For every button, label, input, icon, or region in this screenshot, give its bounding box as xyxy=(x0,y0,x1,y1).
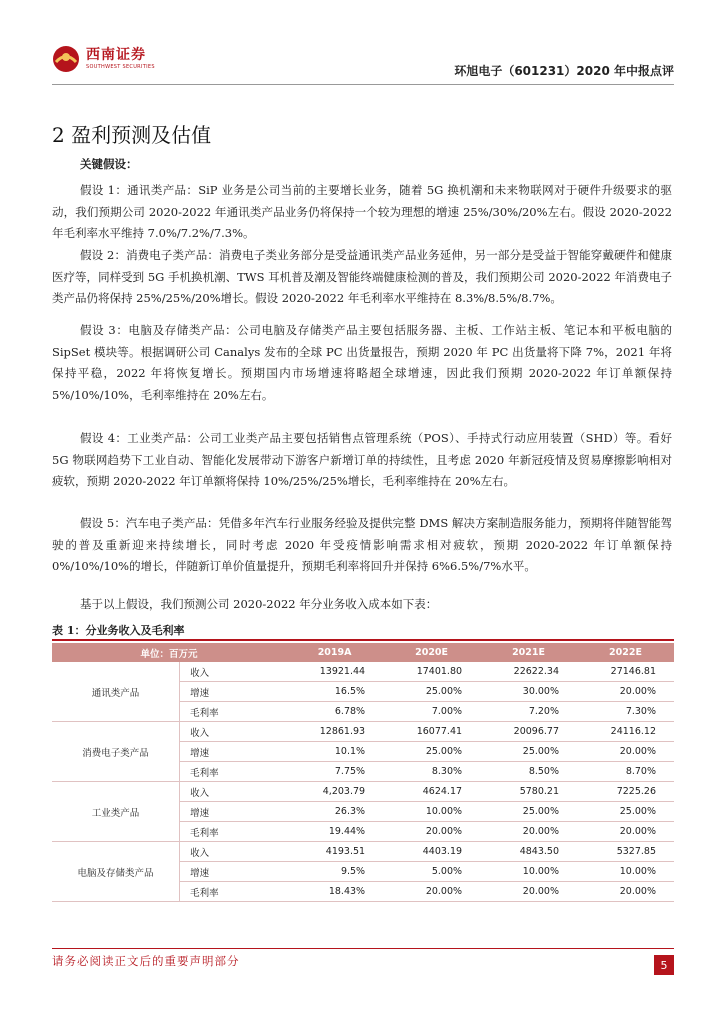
table-cell: 19.44% xyxy=(286,822,383,842)
table-cell: 17401.80 xyxy=(383,662,480,682)
metric-label: 收入 xyxy=(180,662,287,682)
year-header: 2019A xyxy=(286,643,383,662)
table-cell: 20096.77 xyxy=(480,722,577,742)
table-cell: 8.30% xyxy=(383,762,480,782)
table-cell: 7.00% xyxy=(383,702,480,722)
header-divider xyxy=(52,84,674,85)
table-cell: 24116.12 xyxy=(577,722,674,742)
metric-label: 收入 xyxy=(180,842,287,862)
table-cell: 7.20% xyxy=(480,702,577,722)
segment-name: 工业类产品 xyxy=(52,782,180,842)
table-caption: 表 1：分业务收入及毛利率 xyxy=(52,624,185,637)
table-cell: 16.5% xyxy=(286,682,383,702)
table-cell: 12861.93 xyxy=(286,722,383,742)
assumption-5-paragraph: 假设 5：汽车电子类产品：凭借多年汽车行业服务经验及提供完整 DMS 解决方案制造服务能力，预期将伴随智能驾驶的普及重新迎来持续增长，同时考虑 2020 年受疫情影响需求相对疲软，预期 2020-2022 年订单额保持 0%/10%/10%的增长，伴随新订单价值量提升，预期毛利率将回升并保持 6%6.5%/7%水平。 xyxy=(52,516,672,573)
table-row xyxy=(52,842,674,862)
disclaimer-notice: 请务必阅读正文后的重要声明部分 xyxy=(52,954,240,968)
table-cell: 10.1% xyxy=(286,742,383,762)
year-header: 2022E xyxy=(577,643,674,662)
table-cell: 10.00% xyxy=(577,862,674,882)
assumption-3-paragraph: 假设 3：电脑及存储类产品：公司电脑及存储类产品主要包括服务器、主板、工作站主板、笔记本和平板电脑的 SipSet 模块等。根据调研公司 Canalys 发布的全球 PC 出货量报告，预期 2020 年 PC 出货量将下降 7%，2021 年将保持平稳，2022 年将恢复增长。预期国内市场增速将略超全球增速，因此我们预期 2020-2022 年订单额保持 5%/10%/10%，毛利率维持在 20%左右。 xyxy=(52,323,672,402)
table-cell: 7.75% xyxy=(286,762,383,782)
assumption-4-paragraph: 假设 4：工业类产品：公司工业类产品主要包括销售点管理系统（POS）、手持式行动应用装置（SHD）等。看好 5G 物联网趋势下工业自动、智能化发展带动下游客户新增订单的持续性，且考虑 2020 年新冠疫情及贸易摩擦影响相对疲软，预期 2020-2022 年订单额将保持 10%/25%/25%增长，毛利率维持在 20%左右。 xyxy=(52,431,672,488)
table-cell: 25.00% xyxy=(383,682,480,702)
table-cell: 4843.50 xyxy=(480,842,577,862)
table-cell: 25.00% xyxy=(577,802,674,822)
table-cell: 18.43% xyxy=(286,882,383,902)
key-assumptions-heading: 关键假设： xyxy=(80,157,138,171)
table-cell: 20.00% xyxy=(577,742,674,762)
metric-label: 增速 xyxy=(180,862,287,882)
table-cell: 5.00% xyxy=(383,862,480,882)
table-cell: 5327.85 xyxy=(577,842,674,862)
section-title: 2 盈利预测及估值 xyxy=(52,123,212,147)
segment-name: 消费电子类产品 xyxy=(52,722,180,782)
year-header: 2021E xyxy=(480,643,577,662)
metric-label: 增速 xyxy=(180,742,287,762)
table-cell: 13921.44 xyxy=(286,662,383,682)
logo-english-name: SOUTHWEST SECURITIES xyxy=(86,64,155,70)
table-cell: 20.00% xyxy=(577,682,674,702)
table-cell: 10.00% xyxy=(383,802,480,822)
table-cell: 4193.51 xyxy=(286,842,383,862)
table-cell: 16077.41 xyxy=(383,722,480,742)
table-cell: 8.70% xyxy=(577,762,674,782)
assumption-2-paragraph: 假设 2：消费电子类产品：消费电子类业务部分是受益通讯类产品业务延伸，另一部分是受益于智能穿戴硬件和健康医疗等，同样受到 5G 手机换机潮、TWS 耳机普及潮及智能终端健康检测的普及，我们预期公司 2020-2022 年消费电子类产品仍将保持 25%/25%/20%增长。假设 2020-2022 年毛利率水平维持在 8.3%/8.5%/8.7%。 xyxy=(52,248,672,305)
report-title: 环旭电子（601231）2020 年中报点评 xyxy=(454,64,674,78)
metric-label: 收入 xyxy=(180,722,287,742)
segment-name: 通讯类产品 xyxy=(52,662,180,722)
page-number: 5 xyxy=(654,955,674,975)
logo-chinese-name: 西南证券 xyxy=(86,47,146,63)
table-row xyxy=(52,662,674,682)
table-cell: 20.00% xyxy=(383,822,480,842)
metric-label: 收入 xyxy=(180,782,287,802)
metric-label: 增速 xyxy=(180,802,287,822)
metric-label: 毛利率 xyxy=(180,882,287,902)
table-cell: 6.78% xyxy=(286,702,383,722)
table-header-row xyxy=(52,643,674,662)
metric-label: 毛利率 xyxy=(180,762,287,782)
table-cell: 20.00% xyxy=(577,882,674,902)
table-cell: 8.50% xyxy=(480,762,577,782)
table-cell: 25.00% xyxy=(383,742,480,762)
table-cell: 20.00% xyxy=(480,882,577,902)
table-cell: 7225.26 xyxy=(577,782,674,802)
segment-name: 电脑及存储类产品 xyxy=(52,842,180,902)
table-row xyxy=(52,782,674,802)
metric-label: 毛利率 xyxy=(180,822,287,842)
unit-label: 单位：百万元 xyxy=(52,643,286,662)
assumption-1-paragraph: 假设 1：通讯类产品：SiP 业务是公司当前的主要增长业务，随着 5G 换机潮和未来物联网对于硬件升级要求的驱动，我们预期公司 2020-2022 年通讯类产品业务仍将保持一个较为理想的增速 25%/30%/20%左右。假设 2020-2022 年毛利率水平维持 7.0%/7.2%/7.3%。 xyxy=(52,183,672,240)
table-cell: 4,203.79 xyxy=(286,782,383,802)
table-cell: 27146.81 xyxy=(577,662,674,682)
table-cell: 4403.19 xyxy=(383,842,480,862)
table-cell: 22622.34 xyxy=(480,662,577,682)
table-cell: 10.00% xyxy=(480,862,577,882)
summary-paragraph: 基于以上假设，我们预测公司 2020-2022 年分业务收入成本如下表： xyxy=(80,597,438,611)
company-logo xyxy=(52,44,155,74)
table-top-rule xyxy=(52,639,674,641)
footer-divider xyxy=(52,948,674,949)
table-cell: 7.30% xyxy=(577,702,674,722)
table-cell: 25.00% xyxy=(480,802,577,822)
table-cell: 9.5% xyxy=(286,862,383,882)
segment-revenue-table xyxy=(52,643,674,902)
table-cell: 5780.21 xyxy=(480,782,577,802)
table-cell: 4624.17 xyxy=(383,782,480,802)
metric-label: 毛利率 xyxy=(180,702,287,722)
table-cell: 20.00% xyxy=(480,822,577,842)
logo-emblem-icon xyxy=(52,45,80,73)
year-header: 2020E xyxy=(383,643,480,662)
table-cell: 25.00% xyxy=(480,742,577,762)
metric-label: 增速 xyxy=(180,682,287,702)
table-cell: 26.3% xyxy=(286,802,383,822)
table-cell: 20.00% xyxy=(577,822,674,842)
table-row xyxy=(52,722,674,742)
table-cell: 30.00% xyxy=(480,682,577,702)
table-cell: 20.00% xyxy=(383,882,480,902)
